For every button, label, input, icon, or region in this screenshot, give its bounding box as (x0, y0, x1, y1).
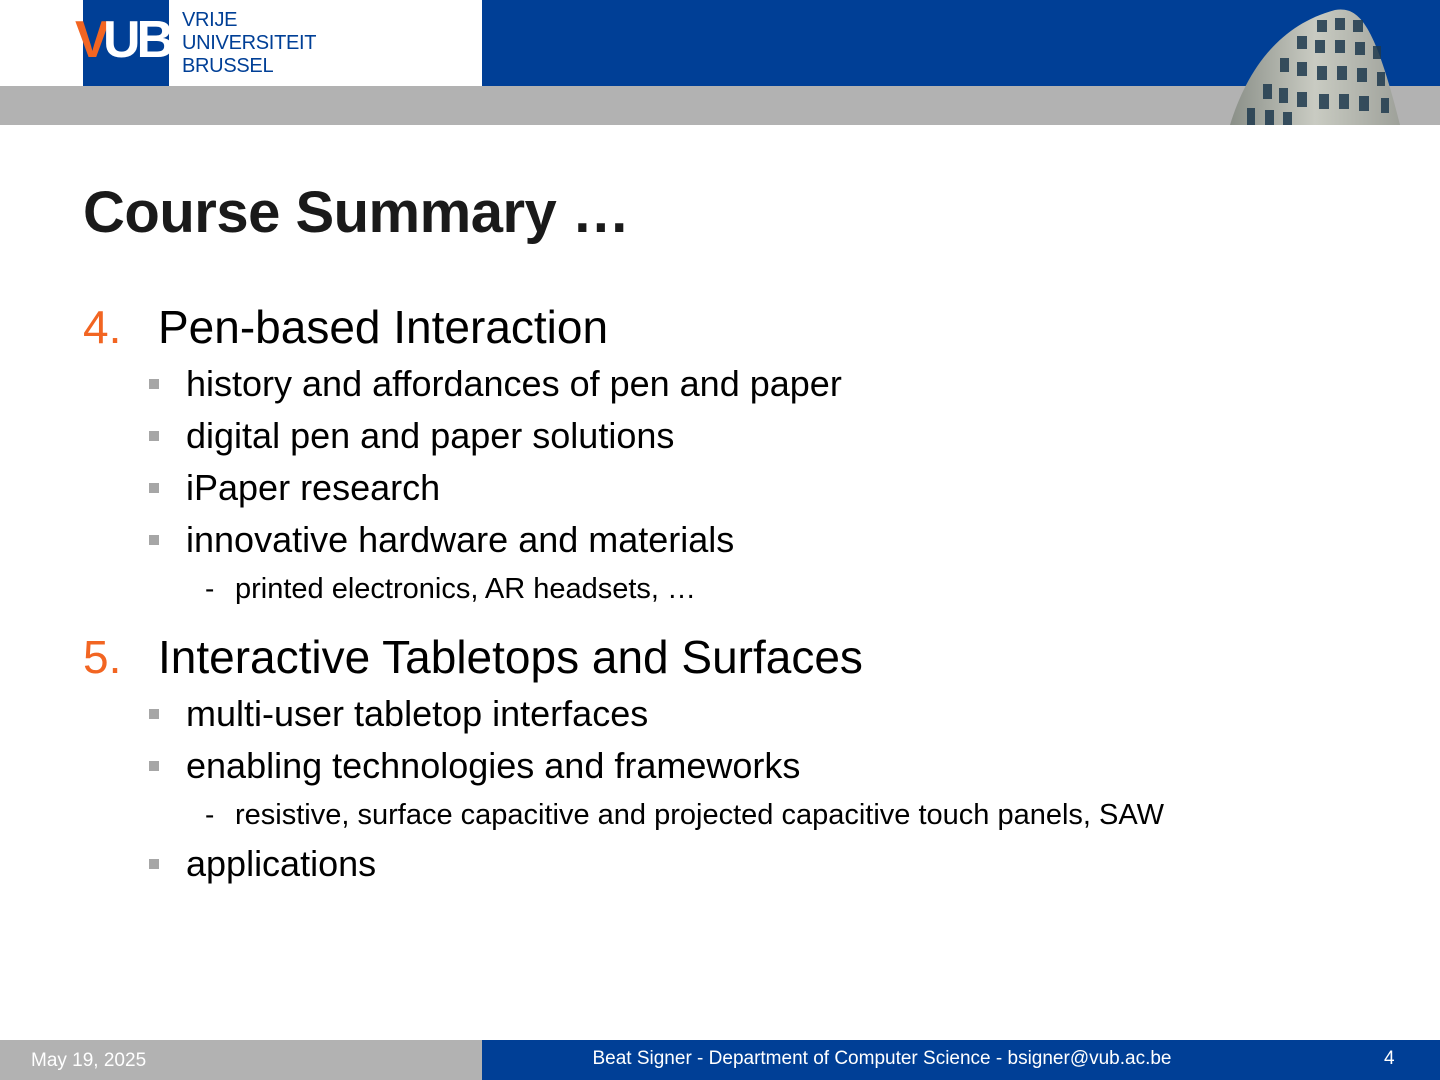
list-item (83, 838, 1383, 890)
page-number: 4 (1384, 1048, 1395, 1069)
section-number: 4. (83, 301, 122, 353)
square-bullet-icon (149, 431, 159, 441)
list-item-text: enabling technologies and frameworks (186, 745, 801, 786)
slide-title: Course Summary … (83, 180, 630, 245)
square-bullet-icon (149, 859, 159, 869)
logo-line-3: BRUSSEL (182, 55, 274, 77)
footer-author-line: Beat Signer - Department of Computer Science - bsigner@vub.ac.be (592, 1048, 1172, 1069)
university-name (182, 9, 316, 78)
logo-v-letter: V (75, 11, 105, 69)
logo-ub-letters: UB (103, 11, 171, 69)
square-bullet-icon (149, 483, 159, 493)
square-bullet-icon (149, 709, 159, 719)
list-item-text: history and affordances of pen and paper (186, 363, 842, 404)
section-title: Interactive Tabletops and Surfaces (158, 631, 863, 683)
sub-list-item-text: resistive, surface capacitive and projected capacitive touch panels, SAW (235, 799, 1165, 831)
section-pen-based (83, 296, 1383, 612)
list-item (83, 462, 1383, 514)
list-item-text: innovative hardware and materials (186, 519, 735, 560)
list-item (83, 688, 1383, 740)
sub-list-item (83, 566, 1383, 612)
list-item (83, 358, 1383, 410)
square-bullet-icon (149, 379, 159, 389)
logo-line-2: UNIVERSITEIT (182, 32, 317, 54)
vub-logo (75, 0, 171, 86)
building-image (1225, 6, 1405, 125)
dash-bullet: - (205, 573, 215, 604)
list-item-text: digital pen and paper solutions (186, 415, 675, 456)
dash-bullet: - (205, 799, 215, 830)
list-item (83, 740, 1383, 792)
list-item-text: applications (186, 843, 377, 884)
square-bullet-icon (149, 761, 159, 771)
list-item (83, 514, 1383, 566)
section-title: Pen-based Interaction (158, 301, 609, 353)
section-heading (83, 296, 1383, 358)
slide-content (83, 296, 1383, 890)
header-gray-band (0, 86, 1440, 125)
sub-list-item-text: printed electronics, AR headsets, … (235, 573, 697, 605)
list-item-text: multi-user tabletop interfaces (186, 693, 649, 734)
sub-list-item (83, 792, 1383, 838)
list-item-text: iPaper research (186, 467, 441, 508)
section-number: 5. (83, 631, 122, 683)
footer-date: May 19, 2025 (31, 1050, 147, 1071)
section-heading (83, 626, 1383, 688)
logo-line-1: VRIJE (182, 9, 238, 31)
list-item (83, 410, 1383, 462)
square-bullet-icon (149, 535, 159, 545)
section-tabletops (83, 626, 1383, 890)
